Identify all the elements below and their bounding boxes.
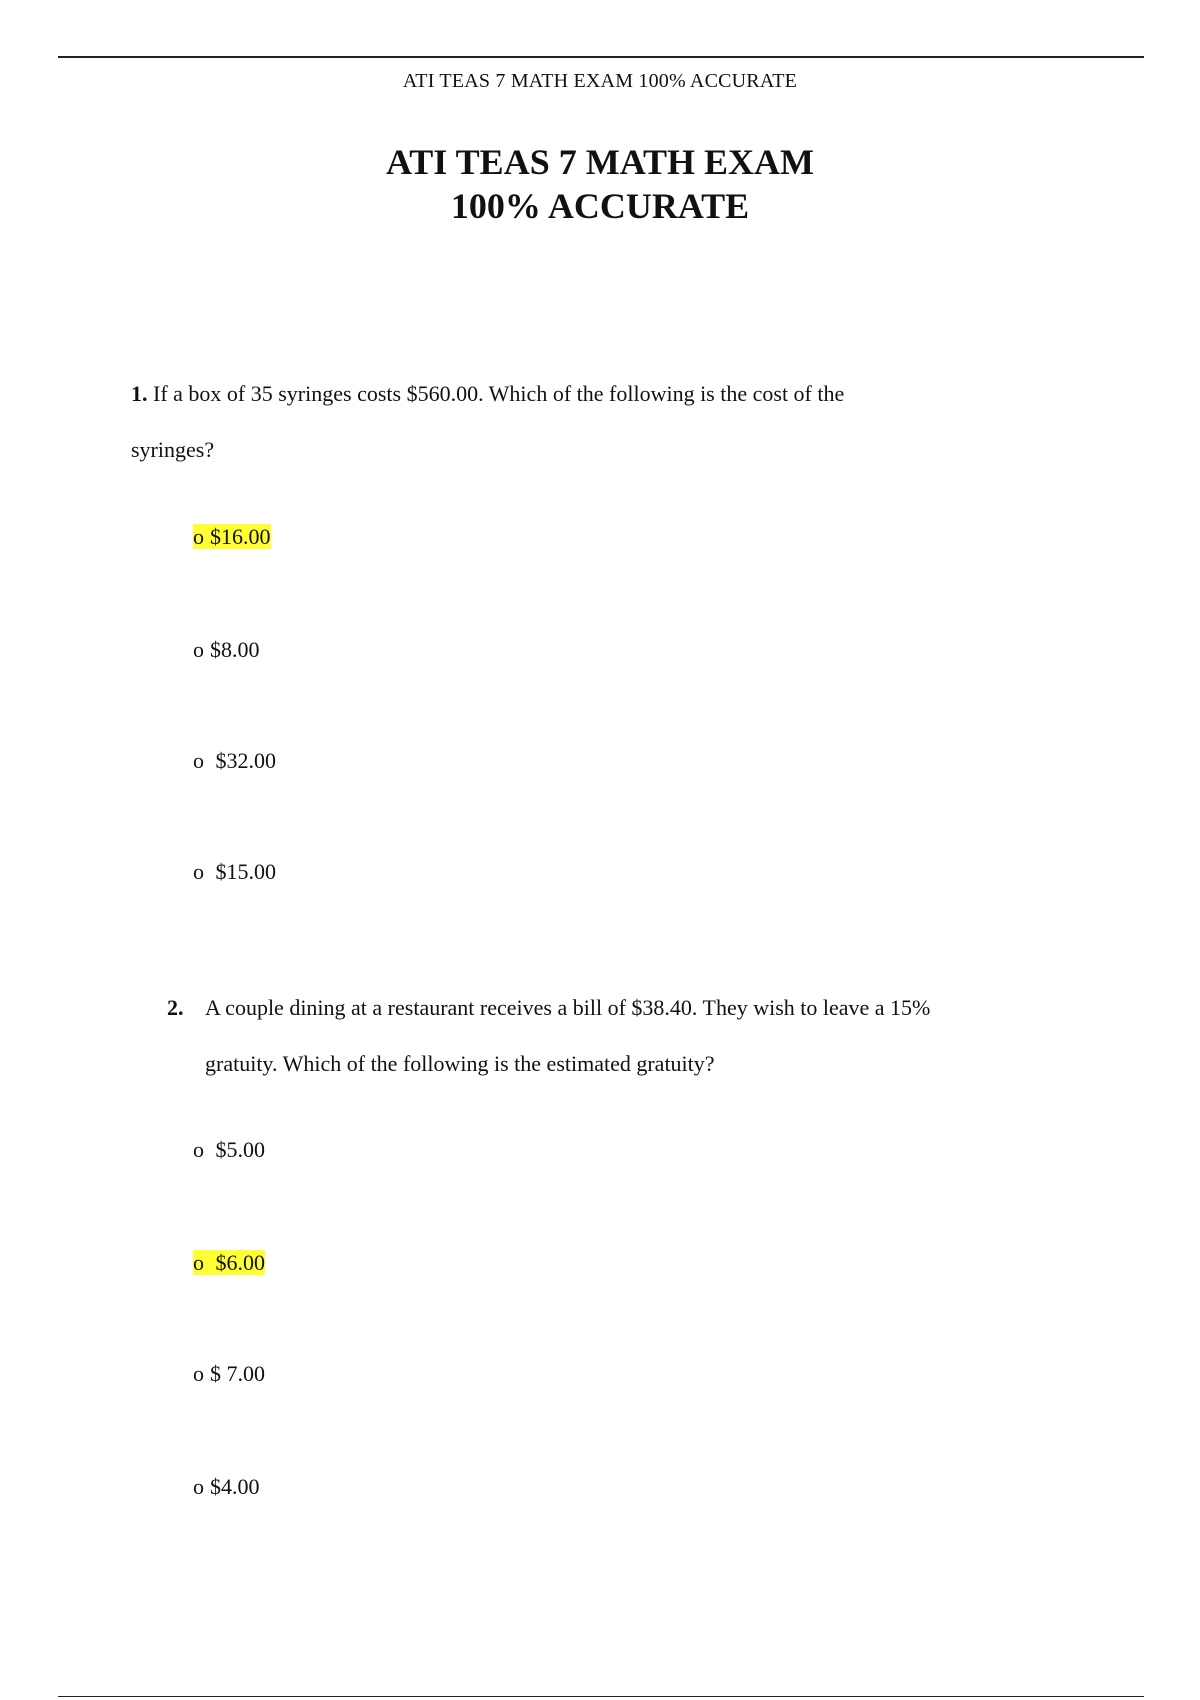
option-bullet: o — [193, 524, 204, 549]
question-2-option-b[interactable] — [182, 1218, 265, 1278]
option-b-value: $6.00 — [210, 1250, 265, 1275]
footer-rule — [58, 1696, 1144, 1697]
question-1-text: If a box of 35 syringes costs $560.00. Which of the following is the cost of the — [153, 381, 845, 406]
question-2-line-2: gratuity. Which of the following is the estimated gratuity? — [205, 1051, 715, 1076]
option-bullet: o — [193, 1361, 204, 1386]
question-2-number: 2. — [167, 995, 184, 1020]
question-1-line-2: syringes? — [131, 437, 215, 462]
question-1 — [131, 366, 1031, 478]
option-bullet: o — [193, 1137, 204, 1162]
question-2-text: A couple dining at a restaurant receives a bill of $38.40. They wish to leave a 15% — [205, 995, 931, 1020]
question-1-number: 1. — [131, 381, 148, 406]
option-c-text — [193, 1361, 265, 1386]
question-1-option-d[interactable] — [182, 827, 276, 887]
title-line-2: 100% ACCURATE — [450, 186, 750, 226]
title-line-1: ATI TEAS 7 MATH EXAM — [385, 142, 815, 182]
document-title — [0, 140, 1200, 228]
option-a-text — [193, 524, 271, 549]
option-a-text — [193, 1137, 265, 1162]
question-1-option-a[interactable] — [182, 492, 271, 552]
option-d-text — [193, 859, 276, 884]
option-c-text — [193, 748, 276, 773]
option-a-value: $5.00 — [210, 1137, 265, 1162]
question-2-option-a[interactable] — [182, 1105, 265, 1165]
question-2-line-1 — [167, 980, 1067, 1036]
option-c-value: $32.00 — [210, 748, 276, 773]
option-bullet: o — [193, 859, 204, 884]
question-2-option-c[interactable] — [182, 1329, 265, 1389]
option-b-text — [193, 1250, 265, 1275]
option-bullet: o — [193, 1250, 204, 1275]
option-b-text — [193, 637, 260, 662]
option-b-value: $8.00 — [210, 637, 260, 662]
question-1-option-c[interactable] — [182, 716, 276, 776]
question-2 — [167, 980, 1067, 1092]
option-bullet: o — [193, 637, 204, 662]
question-1-option-b[interactable] — [182, 605, 260, 665]
header-rule — [58, 56, 1144, 58]
option-d-text — [193, 1474, 260, 1499]
option-a-value: $16.00 — [210, 524, 271, 549]
question-2-option-d[interactable] — [182, 1442, 260, 1502]
question-1-line-1 — [131, 366, 1031, 422]
option-c-value: $ 7.00 — [210, 1361, 265, 1386]
option-d-value: $4.00 — [210, 1474, 260, 1499]
running-header: ATI TEAS 7 MATH EXAM 100% ACCURATE — [402, 70, 798, 92]
option-d-value: $15.00 — [210, 859, 276, 884]
option-bullet: o — [193, 1474, 204, 1499]
option-bullet: o — [193, 748, 204, 773]
